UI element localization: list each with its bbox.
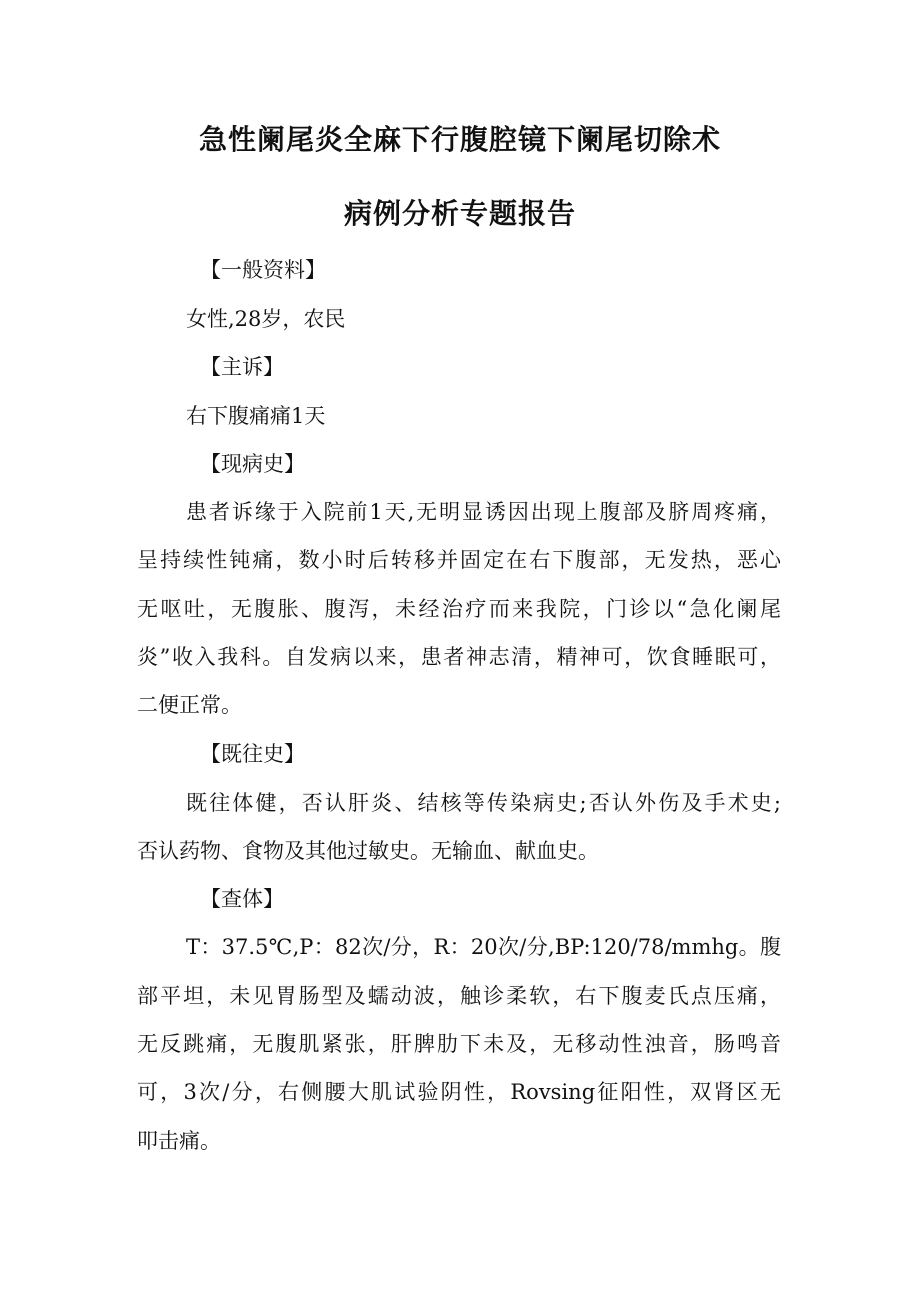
exam-line: 可，3次/分，右侧腰大肌试验阴性，Rovsing征阳性，双肾区无: [137, 1080, 781, 1104]
complaint-text: 右下腹痛痛1天: [186, 404, 326, 428]
exam-line: 叩击痛。: [137, 1129, 221, 1153]
present-history-line: 无呕吐，无腹胀、腹泻，未经治疗而来我院，门诊以“急化阑尾: [137, 597, 781, 621]
present-history-line: 二便正常。: [137, 693, 242, 717]
section-heading-general: 【一般资料】: [200, 258, 326, 282]
present-history-line: 呈持续性钝痛，数小时后转移并固定在右下腹部，无发热，恶心: [137, 548, 781, 572]
general-info-text: 女性,28岁，农民: [186, 307, 346, 331]
section-heading-present-history: 【现病史】: [200, 452, 305, 476]
section-heading-exam: 【查体】: [200, 887, 284, 911]
exam-line: 部平坦，未见胃肠型及蠕动波，触诊柔软，右下腹麦氏点压痛，: [137, 984, 781, 1008]
past-history-line: 否认药物、食物及其他过敏史。无输血、献血史。: [137, 839, 599, 863]
present-history-line: 患者诉缘于入院前1天,无明显诱因出现上腹部及脐周疼痛，: [186, 500, 781, 524]
section-heading-past-history: 【既往史】: [200, 742, 305, 766]
section-heading-complaint: 【主诉】: [200, 355, 284, 379]
exam-line: 无反跳痛，无腹肌紧张，肝脾肋下未及，无移动性浊音，肠鸣音: [137, 1032, 781, 1056]
document-title-line-2: 病例分析专题报告: [343, 197, 576, 230]
exam-line: T：37.5℃,P：82次/分，R：20次/分,BP:120/78/mmhg。腹: [186, 935, 781, 959]
document-title-line-1: 急性阑尾炎全麻下行腹腔镜下阑尾切除术: [198, 123, 721, 156]
past-history-line: 既往体健，否认肝炎、结核等传染病史;否认外伤及手术史;: [186, 791, 781, 815]
present-history-line: 炎”收入我科。自发病以来，患者神志清，精神可，饮食睡眠可，: [137, 645, 781, 669]
